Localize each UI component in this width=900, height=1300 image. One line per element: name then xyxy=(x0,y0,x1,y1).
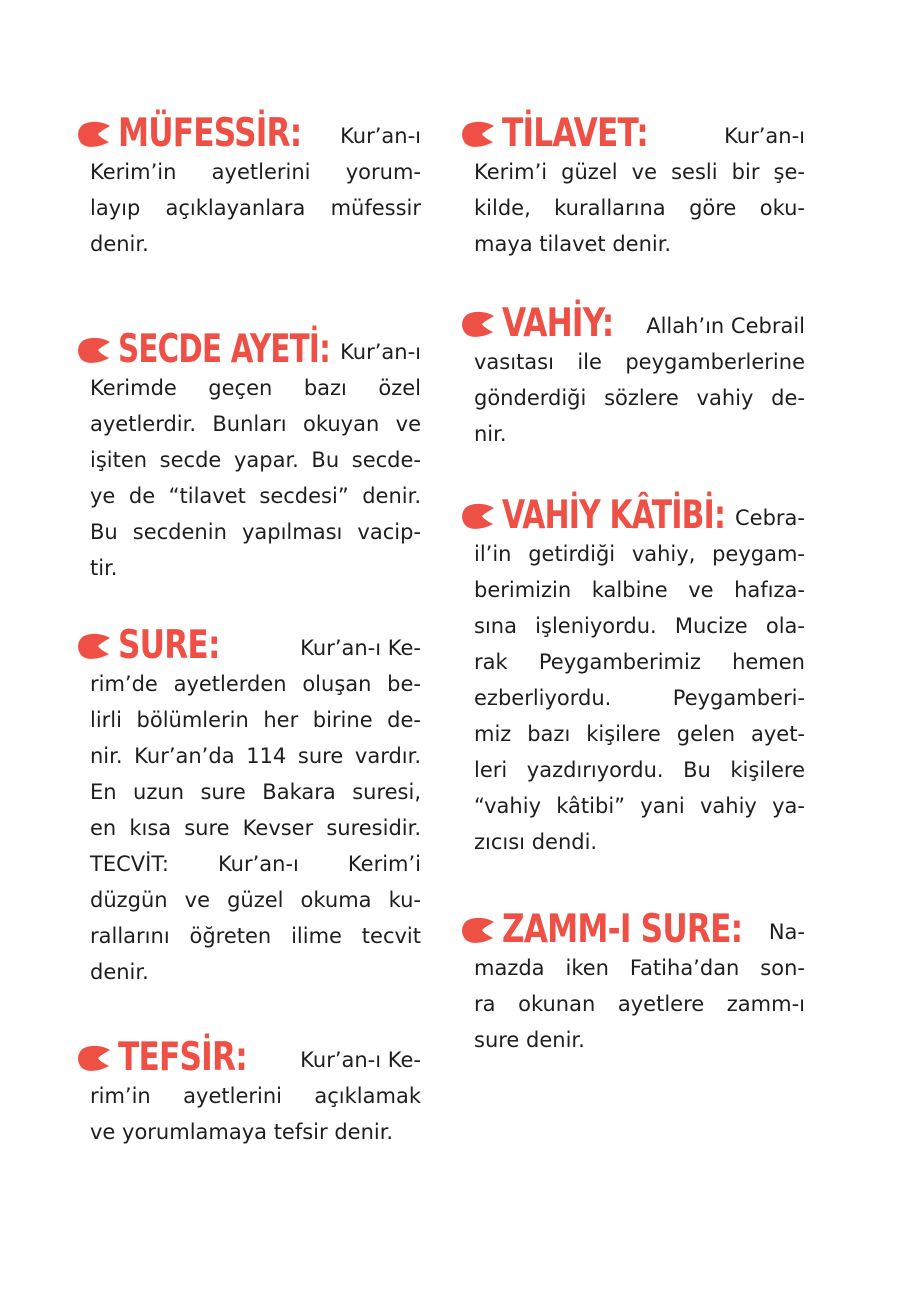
glossary-entry xyxy=(76,324,421,586)
definition-first-line: Kur’an-ı xyxy=(340,340,421,364)
heart-half-icon xyxy=(460,502,496,530)
definition-line: işiten secde yapar. Bu secde- xyxy=(90,448,421,472)
definition-line: layıp açıklayanlara müfessir xyxy=(90,196,421,220)
definition-line: mazda iken Fatiha’dan son- xyxy=(474,956,805,980)
definition-line: “vahiy kâtibi” yani vahiy ya- xyxy=(474,794,805,818)
heart-half-icon xyxy=(76,120,112,148)
definition-line: rim’in ayetlerini açıklamak xyxy=(90,1084,421,1108)
entry-definition xyxy=(474,344,805,452)
definition-line: düzgün ve güzel okuma ku- xyxy=(90,888,421,912)
entry-heading xyxy=(460,904,805,956)
definition-first-line: Cebra- xyxy=(735,506,805,530)
definition-line: Kerimde geçen bazı özel xyxy=(90,376,421,400)
definition-line: vasıtası ile peygamberlerine xyxy=(474,350,805,374)
heart-half-icon xyxy=(460,310,496,338)
heart-half-icon xyxy=(76,1044,112,1072)
entry-term: SECDE AYETİ: xyxy=(118,327,331,372)
definition-first-line: Kur’an-ı Ke- xyxy=(300,636,421,660)
entry-definition xyxy=(90,370,421,586)
entry-definition xyxy=(90,1078,421,1150)
definition-line: berimizin kalbine ve hafıza- xyxy=(474,578,805,602)
definition-line: lirli bölümlerin her birine de- xyxy=(90,708,421,732)
definition-line: ra okunan ayetlere zamm-ı xyxy=(474,992,805,1016)
definition-line: kilde, kurallarına göre oku- xyxy=(474,196,805,220)
definition-first-line: Kur’an-ı Ke- xyxy=(300,1048,421,1072)
glossary-entry xyxy=(76,620,421,990)
definition-line: miz bazı kişilere gelen ayet- xyxy=(474,722,805,746)
definition-line: ezberliyordu. Peygamberi- xyxy=(474,686,805,710)
definition-line: ye de “tilavet secdesi” denir. xyxy=(90,484,421,508)
definition-line: rak Peygamberimiz hemen xyxy=(474,650,805,674)
definition-first-line: Kur’an-ı xyxy=(724,124,805,148)
definition-line: tir. xyxy=(90,556,118,580)
definition-first-line: Na- xyxy=(768,920,805,944)
glossary-entry xyxy=(460,904,805,1058)
definition-line: En uzun sure Bakara suresi, xyxy=(90,780,421,804)
definition-line: ve yorumlamaya tefsir denir. xyxy=(90,1120,394,1144)
entry-definition xyxy=(474,536,805,860)
entry-term: TEFSİR: xyxy=(118,1035,247,1080)
definition-line: Kerim’i güzel ve sesli bir şe- xyxy=(474,160,805,184)
entry-term: MÜFESSİR: xyxy=(118,111,302,156)
definition-line: Bu secdenin yapılması vacip- xyxy=(90,520,421,544)
definition-first-line: Kur’an-ı xyxy=(340,124,421,148)
entry-definition xyxy=(474,154,805,262)
definition-line: TECVİT: Kur’an-ı Kerim’i xyxy=(90,852,421,876)
definition-line: zıcısı dendi. xyxy=(474,830,598,854)
heart-half-icon xyxy=(460,916,496,944)
glossary-entry xyxy=(76,1032,421,1150)
entry-term: TİLAVET: xyxy=(502,111,648,156)
definition-line: il’in getirdiği vahiy, peygam- xyxy=(474,542,805,566)
definition-line: sure denir. xyxy=(474,1028,585,1052)
definition-line: rim’de ayetlerden oluşan be- xyxy=(90,672,421,696)
heart-half-icon xyxy=(76,632,112,660)
definition-line: leri yazdırıyordu. Bu kişilere xyxy=(474,758,805,782)
heart-half-icon xyxy=(76,336,112,364)
entry-definition xyxy=(90,666,421,990)
definition-line: nir. xyxy=(474,422,507,446)
entry-term: SURE: xyxy=(118,623,220,668)
definition-line: rallarını öğreten ilime tecvit xyxy=(90,924,421,948)
definition-line: nir. Kur’an’da 114 sure vardır. xyxy=(90,744,421,768)
definition-line: en kısa sure Kevser suresidir. xyxy=(90,816,421,840)
definition-line: sına işleniyordu. Mucize ola- xyxy=(474,614,805,638)
glossary-entry xyxy=(460,490,805,860)
entry-term: VAHİY KÂTİBİ: xyxy=(502,493,726,538)
entry-term: ZAMM-I SURE: xyxy=(502,907,743,952)
definition-line: gönderdiği sözlere vahiy de- xyxy=(474,386,805,410)
definition-line: denir. xyxy=(90,232,149,256)
entry-definition xyxy=(474,950,805,1058)
heart-half-icon xyxy=(460,120,496,148)
glossary-entry xyxy=(460,298,805,452)
definition-line: maya tilavet denir. xyxy=(474,232,672,256)
definition-line: ayetlerdir. Bunları okuyan ve xyxy=(90,412,421,436)
definition-line: Kerim’in ayetlerini yorum- xyxy=(90,160,421,184)
entry-definition xyxy=(90,154,421,262)
definition-line: denir. xyxy=(90,960,149,984)
definition-first-line: Allah’ın Cebrail xyxy=(646,314,805,338)
entry-term: VAHİY: xyxy=(502,301,614,346)
glossary-entry xyxy=(76,108,421,262)
glossary-entry xyxy=(460,108,805,262)
